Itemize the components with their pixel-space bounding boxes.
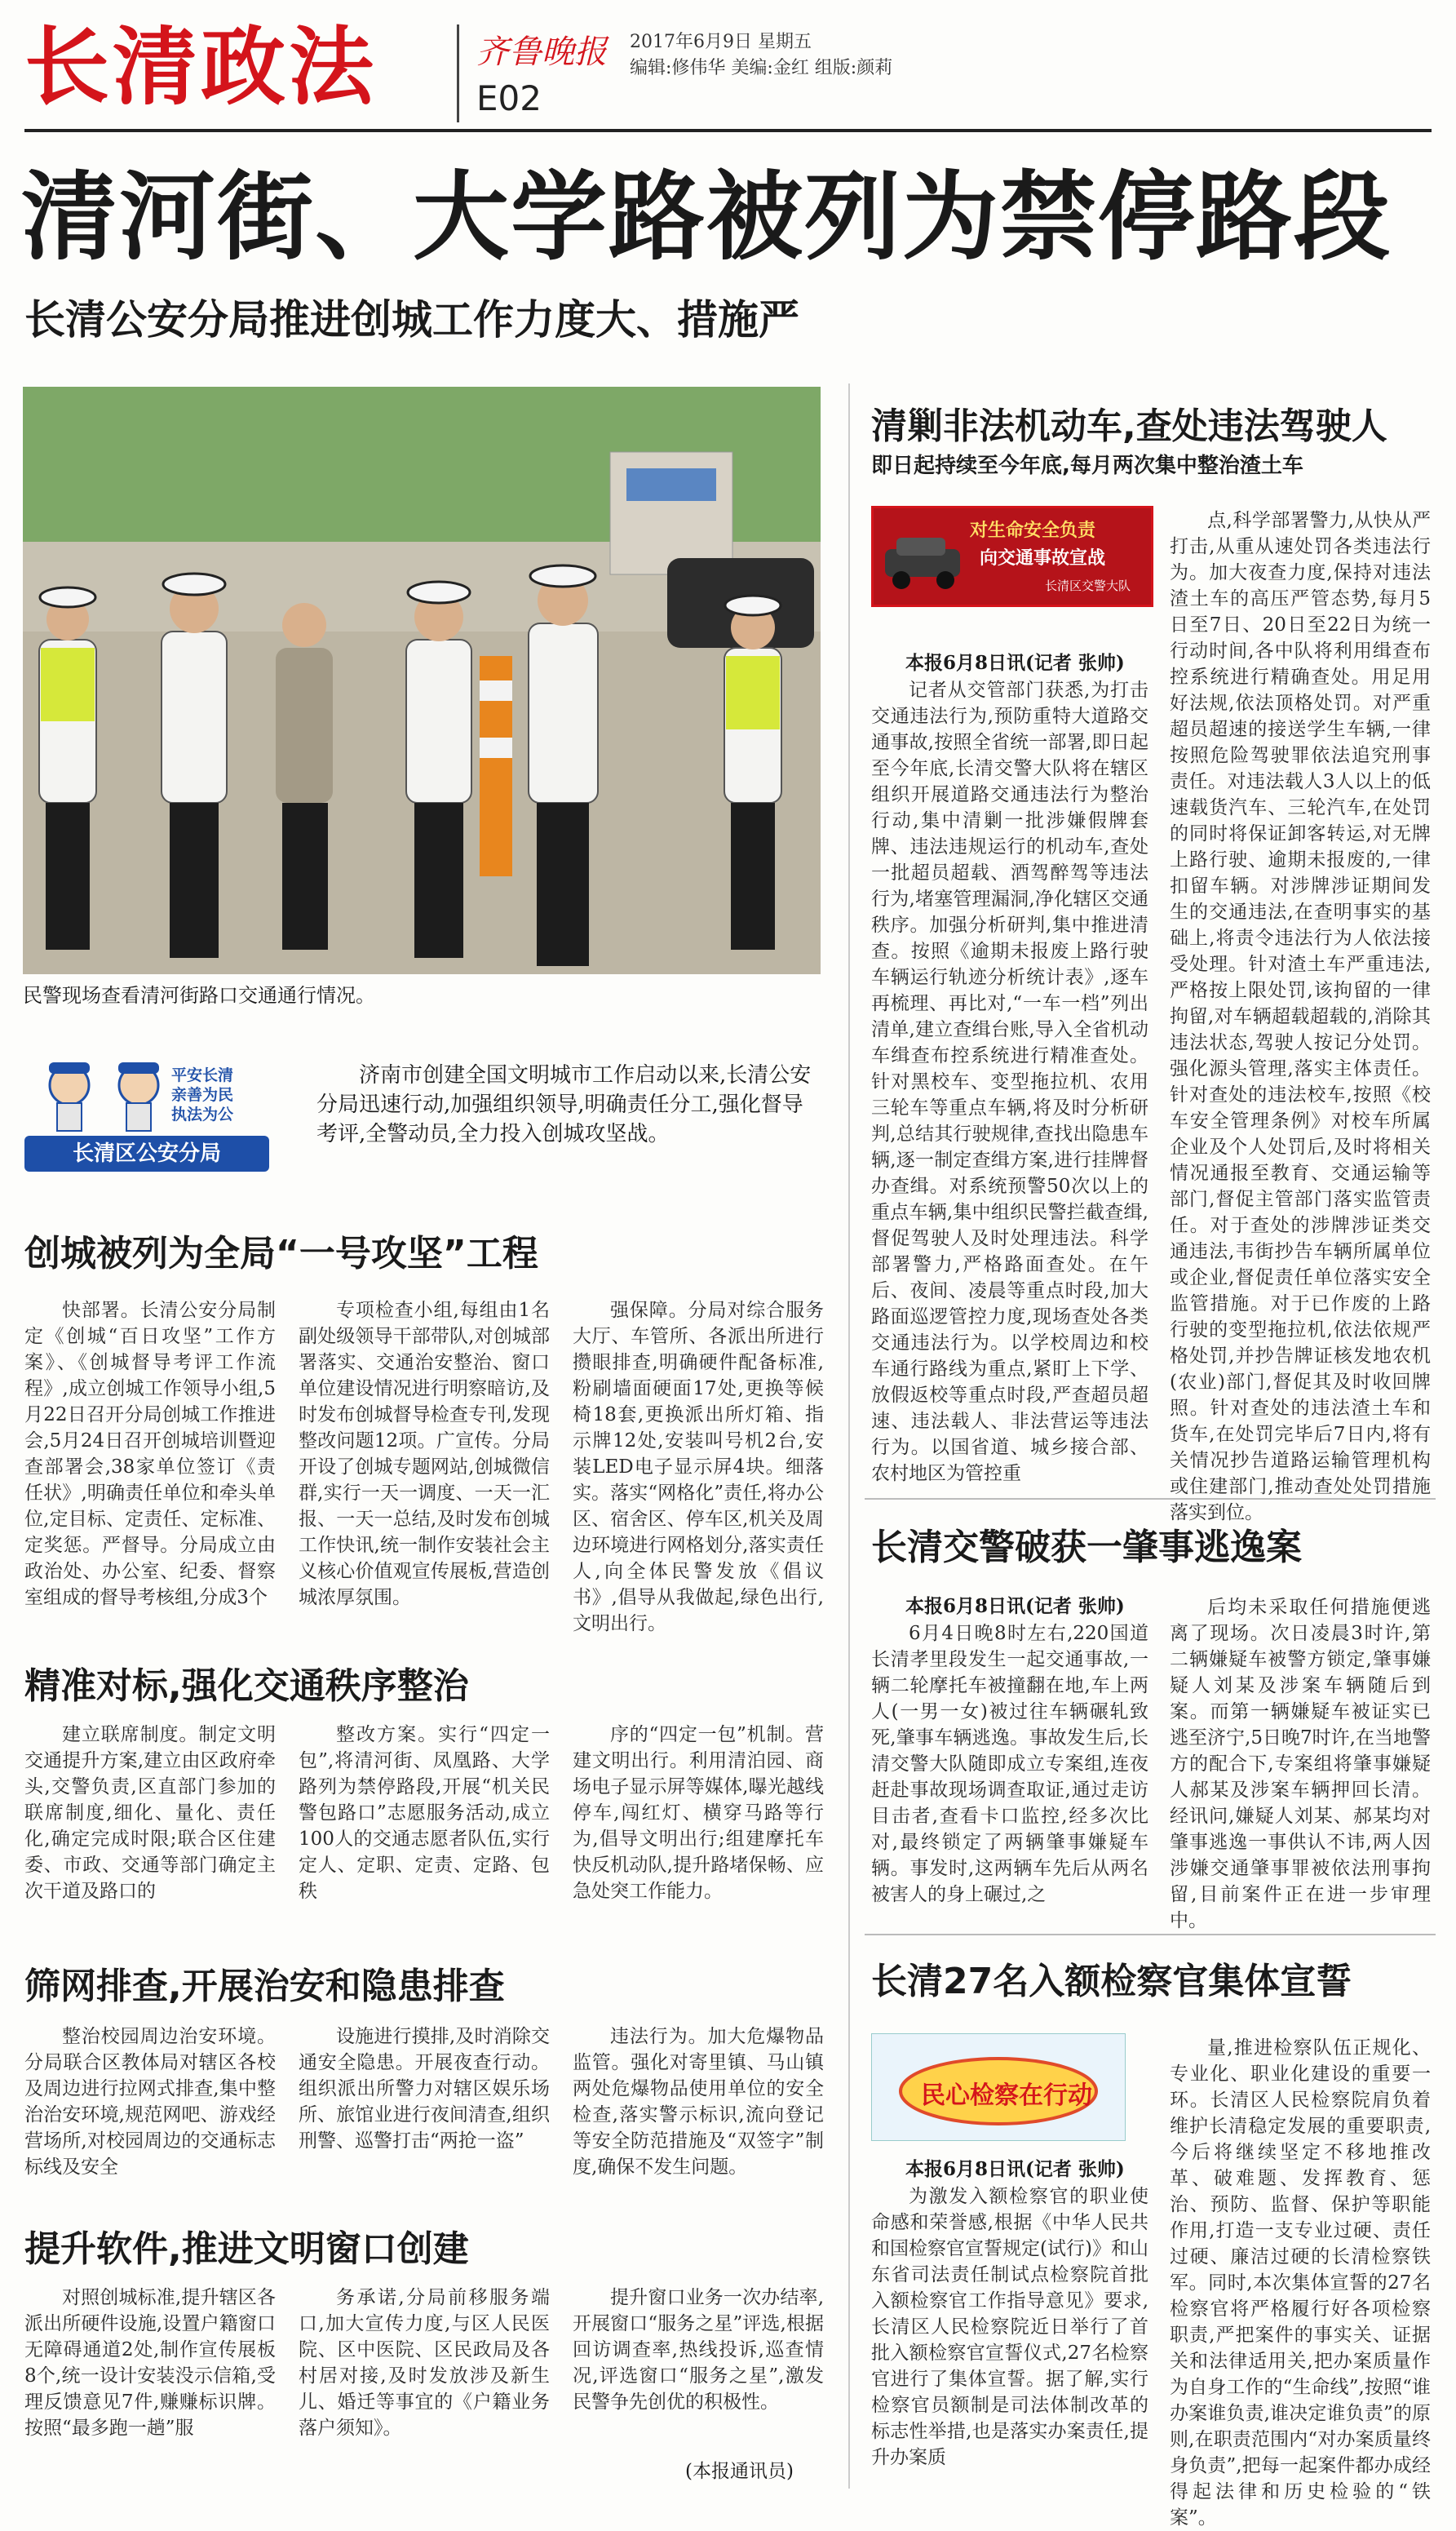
- story-heading: 长清27名入额检察官集体宣誓: [871, 1961, 1352, 2002]
- text-column: [24, 2285, 276, 2441]
- section-body: [24, 1722, 824, 1904]
- text-column: [573, 2023, 824, 2180]
- paragraph: 快部署。长清公安分局制定《创城“百日攻坚”工作方案》、《创城督导考评工作流程》,成立创城工作领导小组,5月22日召开分局创城工作推进会,5月24日召开创城培训暨迎查部署会,38家单位签订《责任状》,明确责任单位和牵头单位,定目标、定责任、定标准、定奖惩。严督导。分局成立由政治处、办公室、纪委、督察室组成的督导考核组,分成3个: [24, 1300, 276, 1608]
- story-heading: 清剿非法机动车,查处违法驾驶人: [871, 406, 1387, 447]
- traffic-safety-banner: [871, 506, 1153, 607]
- dateline: 本报6月8日讯(记者 张帅): [905, 2158, 1125, 2180]
- source-credit: (本报通讯员): [685, 2461, 794, 2482]
- text-column: [871, 1620, 1148, 1908]
- banner-line: 向交通事故宣战: [980, 548, 1106, 569]
- main-headline: 清河街、大学路被列为禁停路段: [21, 161, 1392, 273]
- police-officers-illustration: [23, 387, 821, 974]
- text-column: [299, 2285, 550, 2441]
- story-rule: [865, 1498, 1436, 1500]
- procuratorate-banner: [871, 2033, 1126, 2141]
- masthead-divider: [457, 24, 459, 122]
- story-heading: 长清交警破获一肇事逃逸案: [871, 1527, 1302, 1568]
- paragraph: 整改方案。实行“四定一包”,将清河街、凤凰路、大学路列为禁停路段,开展“机关民警包路口”志愿服务活动,成立100人的交通志愿者队伍,实行定人、定职、定责、定路、包秩: [299, 1724, 550, 1902]
- badge-banner: 长清区公安分局: [24, 1136, 269, 1172]
- text-column: [299, 2023, 550, 2180]
- text-column: [1170, 2035, 1431, 2531]
- paragraph: 量,推进检察队伍正规化、专业化、职业化建设的重要一环。长清区人民检察院肩负着维护长清稳定发展的重要职责,今后将继续坚定不移地推改革、破难题、发挥教育、惩治、预防、监督、保护等职能作用,打造一支专业过硬、责任过硬、廉洁过硬的长清检察铁军。同时,本次集体宣誓的27名检察官将严格履行好各项检察职责,严把案件的事实关、证据关和法律适用关,把办案质量作为自身工作的“生命线”,按照“谁办案谁负责,谁决定谁负责”的原则,在职责范围内“对办案质量终身负责”,把每一起案件都办成经得起法律和历史检验的“铁案”。: [1170, 2037, 1431, 2529]
- paragraph: 为激发入额检察官的职业使命感和荣誉感,根据《中华人民共和国检察官宣誓规定(试行)》和山东省司法责任制试点检察院首批入额检察官工作指导意见》要求,长清区人民检察院近日举行了首批入额检察官宣誓仪式,27名检察官进行了集体宣誓。据了解,实行检察官员额制是司法体制改革的标志性举措,也是落实办案责任,提升办案质: [871, 2186, 1148, 2468]
- paragraph: 记者从交管部门获悉,为打击交通违法行为,预防重特大道路交通事故,按照全省统一部署,即日起至今年底,长清交警大队将在辖区组织开展道路交通违法行为整治行动,集中清剿一批涉嫌假牌套牌、违法违规运行的机动车,查处一批超员超载、酒驾醉驾等违法行为,堵塞管理漏洞,净化辖区交通秩序。加强分析研判,集中推进清查。按照《逾期未报废上路行驶车辆运行轨迹分析统计表》,逐车再梳理、再比对,“一车一档”列出清单,建立查缉台账,导入全省机动车缉查布控系统进行精准查处。针对黑校车、变型拖拉机、农用三轮车等重点车辆,将及时分析研判,总结其行驶规律,查找出隐患车辆,逐一制定查缉方案,进行挂牌督办查缉。对系统预警50次以上的重点车辆,集中组织民警拦截查缉,督促驾驶人及时处理违法。科学部署警力,严格路面查处。在午后、夜间、凌晨等重点时段,加大路面巡逻管控力度,现场查处各类交通违法行为。以学校周边和校车通行路线为重点,紧盯上下学、放假返校等重点时段,严查超员超速、违法载人、非法营运等违法行为。以国省道、城乡接合部、农村地区为管控重: [871, 680, 1148, 1484]
- paragraph: 专项检查小组,每组由1名副处级领导干部带队,对创城部署落实、交通治安整治、窗口单位建设情况进行明察暗访,及时发布创城督导检查专刊,发现整改问题12项。广宣传。分局开设了创城专题网站,创城微信群,实行一天一调度、一天一汇报、一天一总结,及时发布创城工作快讯,统一制作安装社会主义核心价值观宣传展板,营造创城浓厚氛围。: [299, 1300, 550, 1608]
- dateline: 本报6月8日讯(记者 张帅): [905, 652, 1125, 674]
- story-rule: [865, 1934, 1436, 1935]
- header-rule: [24, 129, 1432, 132]
- story-subheading: 即日起持续至今年底,每月两次集中整治渣土车: [871, 454, 1303, 478]
- paragraph: 整治校园周边治安环境。分局联合区教体局对辖区各校及周边进行拉网式排查,集中整治治安环境,规范网吧、游戏经营场所,对校园周边的交通标志标线及安全: [24, 2026, 276, 2178]
- paragraph: 建立联席制度。制定文明交通提升方案,建立由区政府牵头,交警负责,区直部门参加的联席制度,细化、量化、责任化,确定完成时限;联合区住建委、市政、交通等部门确定主次干道及路口的: [24, 1724, 276, 1902]
- page-number: E02: [476, 78, 542, 118]
- section-heading: 创城被列为全局“一号攻坚”工程: [24, 1233, 538, 1274]
- badge-slogan-line: 平安长清: [171, 1066, 234, 1084]
- paragraph: 设施进行摸排,及时消除交通安全隐患。开展夜查行动。组织派出所警力对辖区娱乐场所、旅馆业进行夜间清查,组织刑警、巡警打击“两抢一盗”: [299, 2026, 550, 2152]
- issue-staff: 编辑:修伟华 美编:金红 组版:颜莉: [630, 58, 893, 78]
- intro-paragraph: 济南市创建全国文明城市工作启动以来,长清公安分局迅速行动,加强组织领导,明确责任分工,强化督导考评,全警动员,全力投入创城攻坚战。: [316, 1063, 812, 1146]
- paragraph: 序的“四定一包”机制。营建文明出行。利用清泊园、商场电子显示屏等媒体,曝光越线停车,闯红灯、横穿马路等行为,倡导文明出行;组建摩托车快反机动队,提升路堵保畅、应急处突工作能力。: [573, 1724, 824, 1902]
- paragraph: 6月4日晚8时左右,220国道长清孝里段发生一起交通事故,一辆二轮摩托车被撞翻在地,车上两人(一男一女)被过往车辆碾轧致死,肇事车辆逃逸。事故发生后,长清交警大队随即成立专案组,连夜赶赴事故现场调查取证,通过走访目击者,查看卡口监控,经多次比对,最终锁定了两辆肇事嫌疑车辆。事发时,这两辆车先后从两名被害人的身上碾过,之: [871, 1623, 1148, 1905]
- paragraph: 强保障。分局对综合服务大厅、车管所、各派出所进行攒眼排查,明确硬件配备标准,粉刷墙面硬面17处,更换等候椅18套,更换派出所灯箱、指示牌12处,安装叫号机2台,安装LED电子显示屏4块。细落实。落实“网格化”责任,将办公区、宿舍区、停车区,机关及周边环境进行网格划分,落实责任人,向全体民警发放《倡议书》,倡导从我做起,绿色出行,文明出行。: [573, 1300, 824, 1634]
- badge-slogan: [171, 1066, 233, 1124]
- text-column: [24, 1297, 276, 1637]
- text-column: [871, 2183, 1148, 2471]
- paragraph: 点,科学部署警力,从快从严打击,从重从速处罚各类违法行为。加大夜查力度,保持对违法渣土车的高压严管态势,每月5日至7日、20日至22日为统一行动时间,各中队将利用缉查布控系统进行精确查处。用足用好法规,依法顶格处罚。对严重超员超速的接送学生车辆,一律按照危险驾驶罪依法追究刑事责任。对违法载人3人以上的低速载货汽车、三轮汽车,在处罚的同时将保证卸客转运,对无牌上路行驶、逾期未报废的,一律扣留车辆。对涉牌涉证期间发生的交通违法,在查明事实的基础上,将责令违法行为人依法接受处理。针对渣土车严重违法,严格按上限处罚,该拘留的一律拘留,对车辆超载超载的,消除其违法状态,驾驶人按记分处罚。强化源头管理,落实主体责任。针对查处的违法校车,按照《校车安全管理条例》对校车所属企业及个人处罚后,及时将相关情况通报至教育、交通运输等部门,督促主管部门落实监管责任。对于查处的涉牌涉证类交通违法,韦街抄告车辆所属单位或企业,督促责任单位落实安全监管措施。对于已作废的上路行驶的变型拖拉机,依法依规严格处罚,并抄告牌证核发地农机(农业)部门,督促其及时收回牌照。针对查处的违法渣土车和货车,在处罚完毕后7日内,将有关情况抄告道路运输管理机构或住建部门,推动查处处罚措施落实到位。: [1170, 510, 1431, 1523]
- text-column: [573, 2285, 824, 2441]
- text-column: [871, 677, 1148, 1487]
- section-body: [24, 1297, 824, 1637]
- text-column: [24, 2023, 276, 2180]
- section-heading: 提升软件,推进文明窗口创建: [24, 2228, 469, 2270]
- photo-caption: 民警现场查看清河街路口交通通行情况。: [23, 984, 375, 1007]
- text-column: [299, 1297, 550, 1637]
- section-heading: 筛网排查,开展治安和隐患排查: [24, 1966, 505, 2007]
- banner-line: 长清区交警大队: [1045, 578, 1131, 593]
- text-column: [573, 1297, 824, 1637]
- text-column: [24, 1722, 276, 1904]
- paragraph: 违法行为。加大危爆物品监管。强化对寄里镇、马山镇两处危爆物品使用单位的安全检查,落实警示标识,流向登记等安全防范措施及“双签字”制度,确保不发生问题。: [573, 2026, 824, 2178]
- paragraph: 后均未采取任何措施便逃离了现场。次日凌晨3时许,第二辆嫌疑车被警方锁定,肇事嫌疑人刘某及涉案车辆随后到案。而第一辆嫌疑车被证实已逃至济宁,5日晚7时许,在当地警方的配合下,专案组将肇事嫌疑人郝某及涉案车辆押回长清。经讯问,嫌疑人刘某、郝某均对肇事逃逸一事供认不讳,两人因涉嫌交通肇事罪被依法刑事拘留,目前案件正在进一步审理中。: [1170, 1597, 1431, 1931]
- section-body: [24, 2023, 824, 2180]
- badge-slogan-line: 亲善为民: [171, 1086, 234, 1104]
- text-column: [573, 1722, 824, 1904]
- section-heading: 精准对标,强化交通秩序整治: [24, 1665, 469, 1707]
- section-title: 长清政法: [24, 17, 378, 117]
- banner-text: 民心检察在行动: [921, 2081, 1092, 2110]
- car-crash-icon: [874, 508, 971, 605]
- paragraph: 务承诺,分局前移服务端口,加大宣传力度,与区人民医院、区中医院、区民政局及各村居对接,及时发放涉及新生儿、婚迁等事宜的《户籍业务落户须知》。: [299, 2287, 550, 2439]
- text-column: [1170, 508, 1431, 1526]
- dateline: 本报6月8日讯(记者 张帅): [905, 1595, 1125, 1617]
- paragraph: 提升窗口业务一次办结率,开展窗口“服务之星”评选,根据回访调查率,热线投诉,巡查情况,评选窗口“服务之星”,激发民警争先创优的积极性。: [573, 2287, 824, 2413]
- column-divider: [848, 383, 850, 2489]
- text-column: [299, 1722, 550, 1904]
- text-column: [1170, 1594, 1431, 1934]
- news-photo: [23, 387, 821, 974]
- paragraph: 对照创城标准,提升辖区各派出所硬件设施,设置户籍窗口无障碍通道2处,制作宣传展板8个,统一设计安装没示信箱,受理反馈意见7件,赚赚标识牌。按照“最多跑一趟”服: [24, 2287, 276, 2439]
- issue-date: 2017年6月9日 星期五: [630, 32, 812, 52]
- section-body: [24, 2285, 824, 2441]
- sub-headline: 长清公安分局推进创城工作力度大、措施严: [24, 296, 799, 344]
- banner-line: 对生命安全负责: [970, 521, 1096, 541]
- paper-logo: 齐鲁晚报: [476, 33, 607, 71]
- badge-slogan-line: 执法为公: [171, 1106, 234, 1124]
